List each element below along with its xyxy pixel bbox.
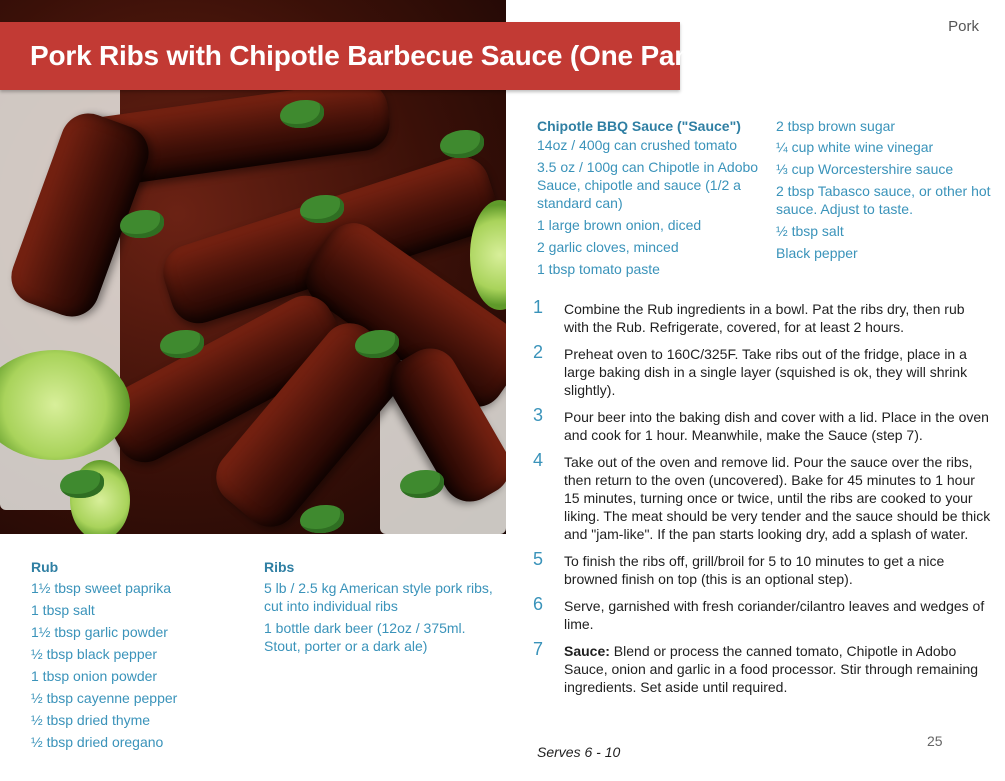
step-text: Blend or process the canned tomato, Chipotle in Adobo Sauce, onion and garlic in a food processor. Stir through remaining ingredients. Set aside until required. xyxy=(564,643,979,695)
step-number: 5 xyxy=(533,549,544,569)
sauce-item: 2 tbsp Tabasco sauce, or other hot sauce. Adjust to taste. xyxy=(776,183,991,217)
sauce-item: Black pepper xyxy=(776,245,858,261)
sauce-item: 3.5 oz / 100g can Chipotle in Adobo Sauce, chipotle and sauce (1/2 a standard can) xyxy=(537,159,759,211)
rub-item: ½ tbsp black pepper xyxy=(31,646,158,662)
step-number: 6 xyxy=(533,594,544,614)
page-number: 25 xyxy=(927,733,943,749)
ribs-item: 1 bottle dark beer (12oz / 375ml. Stout, porter or a dark ale) xyxy=(264,620,466,654)
step-1 xyxy=(533,297,993,336)
rub-item: 1 tbsp salt xyxy=(31,602,95,618)
step-6 xyxy=(533,594,993,633)
rub-item: 1½ tbsp sweet paprika xyxy=(31,580,172,596)
sauce-column-right xyxy=(776,116,996,266)
method-steps xyxy=(533,297,993,705)
step-text: Pour beer into the baking dish and cover with a lid. Place in the oven and cook for 1 hour. Meanwhile, make the Sauce (step 7). xyxy=(564,409,989,443)
step-4 xyxy=(533,450,993,543)
step-number: 2 xyxy=(533,342,544,362)
sauce-item: ½ tbsp salt xyxy=(776,223,844,239)
sauce-column-left xyxy=(537,116,769,282)
step-text: Serve, garnished with fresh coriander/cilantro leaves and wedges of lime. xyxy=(564,598,985,632)
serves-label: Serves 6 - 10 xyxy=(537,744,621,760)
sauce-heading: Chipotle BBQ Sauce ("Sauce") xyxy=(537,118,741,134)
step-number: 1 xyxy=(533,297,544,317)
sauce-item: ⅓ cup Worcestershire sauce xyxy=(776,161,954,177)
step-bold-label: Sauce: xyxy=(564,643,610,659)
rub-item: ½ tbsp dried oregano xyxy=(31,734,164,750)
sauce-item: 2 garlic cloves, minced xyxy=(537,239,679,255)
ribs-item: 5 lb / 2.5 kg American style pork ribs, cut into individual ribs xyxy=(264,580,493,614)
sauce-item: 14oz / 400g can crushed tomato xyxy=(537,137,738,153)
step-text: Take out of the oven and remove lid. Pour the sauce over the ribs, then return to the oven (uncovered). Bake for 45 minutes to 1 hour 15 minutes, turning once or twice, until the ribs are cooked to your liking. The meat should be very tender and the sauce should be thick and "jam-like". If the pan starts looking dry, add a splash of water. xyxy=(564,454,991,542)
step-2 xyxy=(533,342,993,399)
rub-item: ½ tbsp cayenne pepper xyxy=(31,690,178,706)
step-number: 7 xyxy=(533,639,544,659)
step-number: 3 xyxy=(533,405,544,425)
page-title: Pork Ribs with Chipotle Barbecue Sauce (One Pan) xyxy=(30,40,701,71)
rub-ingredients xyxy=(31,557,231,755)
ribs-heading: Ribs xyxy=(264,559,295,575)
step-number: 4 xyxy=(533,450,544,470)
sauce-item: 1 tbsp tomato paste xyxy=(537,261,660,277)
category-label: Pork xyxy=(948,18,979,35)
ribs-ingredients xyxy=(264,557,494,659)
rub-heading: Rub xyxy=(31,559,59,575)
step-text: To finish the ribs off, grill/broil for 5 to 10 minutes to get a nice browned finish on top (this is an optional step). xyxy=(564,553,945,587)
step-text: Preheat oven to 160C/325F. Take ribs out of the fridge, place in a large baking dish in a single layer (squished is ok, they will shrink slightly). xyxy=(564,346,968,398)
step-5 xyxy=(533,549,993,588)
rub-item: 1½ tbsp garlic powder xyxy=(31,624,168,640)
step-text: Combine the Rub ingredients in a bowl. Pat the ribs dry, then rub with the Rub. Refrigerate, covered, for at least 2 hours. xyxy=(564,301,965,335)
step-3 xyxy=(533,405,993,444)
sauce-item: ¼ cup white wine vinegar xyxy=(776,139,934,155)
sauce-item: 1 large brown onion, diced xyxy=(537,217,702,233)
sauce-item: 2 tbsp brown sugar xyxy=(776,118,896,134)
rub-item: ½ tbsp dried thyme xyxy=(31,712,151,728)
step-7 xyxy=(533,639,993,696)
rub-item: 1 tbsp onion powder xyxy=(31,668,158,684)
